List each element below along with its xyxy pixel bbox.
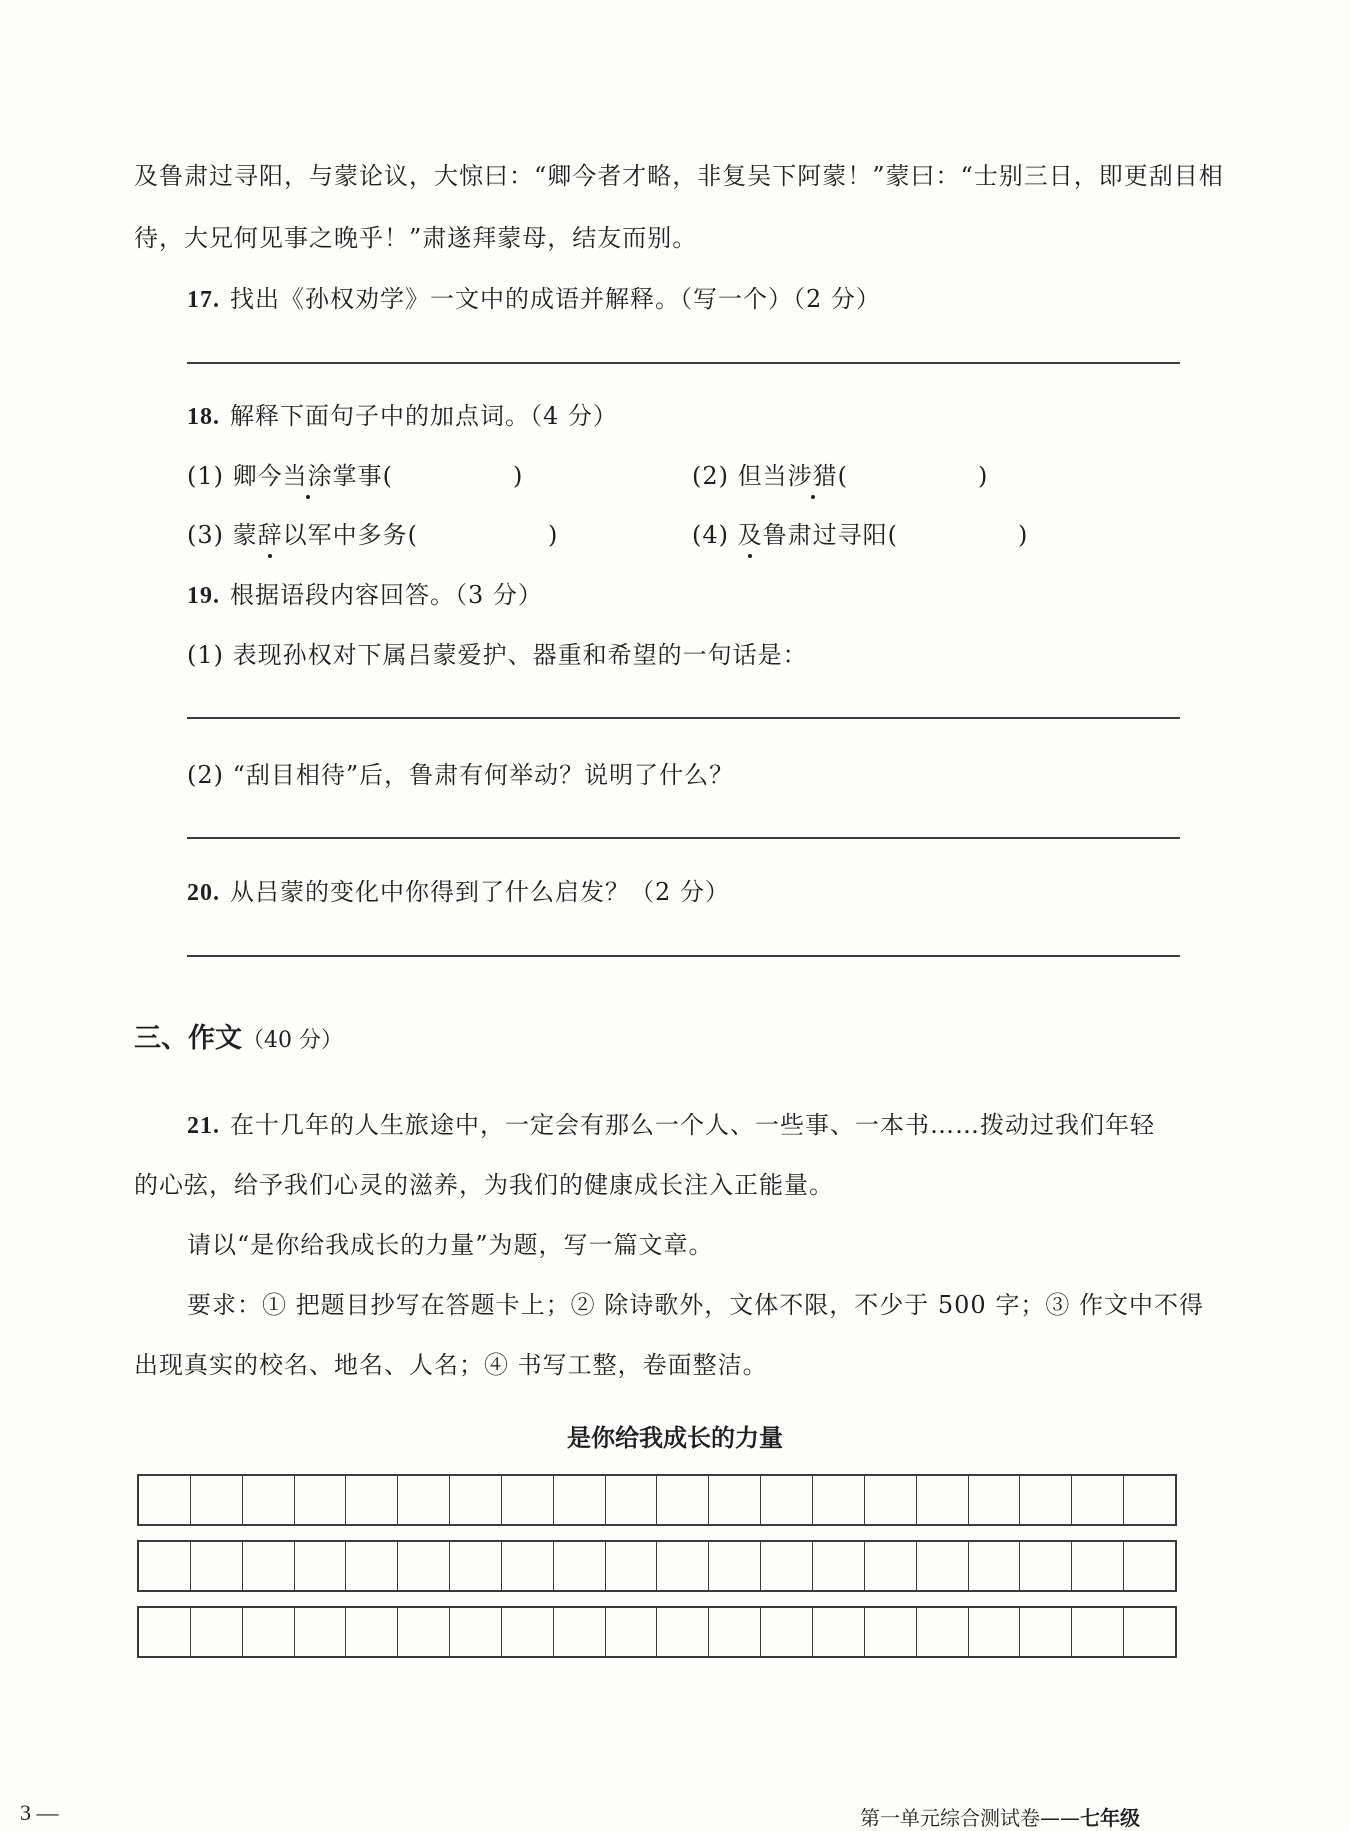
grid-cell[interactable] xyxy=(191,1476,243,1524)
grid-cell[interactable] xyxy=(709,1542,761,1590)
grid-cell[interactable] xyxy=(917,1476,969,1524)
grid-cell[interactable] xyxy=(969,1608,1021,1656)
item-label: (2) xyxy=(692,462,729,490)
grid-cell[interactable] xyxy=(657,1542,709,1590)
grid-cell[interactable] xyxy=(191,1542,243,1590)
item-text: 蒙 xyxy=(232,521,258,549)
grid-cell[interactable] xyxy=(243,1476,295,1524)
grid-cell[interactable] xyxy=(865,1608,917,1656)
item-text: ( xyxy=(837,462,849,490)
grid-cell[interactable] xyxy=(709,1608,761,1656)
question-18 xyxy=(187,396,618,431)
grid-cell[interactable] xyxy=(657,1476,709,1524)
question-text: 从吕蒙的变化中你得到了什么启发？（2 分） xyxy=(230,878,730,906)
grid-cell[interactable] xyxy=(606,1608,658,1656)
section-points: （40 分） xyxy=(242,1028,343,1053)
q19-sub-1: (1) 表现孙权对下属吕蒙爱护、器重和希望的一句话是： xyxy=(187,641,808,669)
essay-requirements: 出现真实的校名、地名、人名；④ 书写工整，卷面整洁。 xyxy=(134,1351,768,1379)
question-text: 在十几年的人生旅途中，一定会有那么一个人、一些事、一本书……拨动过我们年轻 xyxy=(230,1111,1155,1139)
grid-cell[interactable] xyxy=(761,1542,813,1590)
grid-cell[interactable] xyxy=(761,1476,813,1524)
writing-grid-row[interactable] xyxy=(137,1606,1177,1658)
question-number: 19. xyxy=(187,583,220,609)
question-19 xyxy=(187,575,543,610)
grid-cell[interactable] xyxy=(554,1476,606,1524)
section-title: 三、作文 xyxy=(134,1023,242,1054)
essay-requirements: 要求：① 把题目抄写在答题卡上；② 除诗歌外，文体不限，不少于 500 字；③ 作文中不得 xyxy=(187,1291,1204,1319)
grid-cell[interactable] xyxy=(346,1608,398,1656)
passage-line: 待，大兄何见事之晚乎！”肃遂拜蒙母，结友而别。 xyxy=(134,224,698,252)
essay-title: 是你给我成长的力量 xyxy=(567,1424,783,1452)
grid-cell[interactable] xyxy=(346,1542,398,1590)
question-text: 根据语段内容回答。（3 分） xyxy=(230,581,543,609)
question-text: 的心弦，给予我们心灵的滋养，为我们的健康成长注入正能量。 xyxy=(134,1171,834,1199)
grid-cell[interactable] xyxy=(450,1476,502,1524)
question-17 xyxy=(187,279,881,314)
item-close: ) xyxy=(978,462,989,490)
dotted-word: 当涂 xyxy=(283,456,333,491)
grid-cell[interactable] xyxy=(502,1608,554,1656)
grid-cell[interactable] xyxy=(450,1542,502,1590)
grid-cell[interactable] xyxy=(917,1542,969,1590)
dotted-word: 及 xyxy=(738,515,763,550)
question-21 xyxy=(187,1105,1155,1140)
question-text: 找出《孙权劝学》一文中的成语并解释。（写一个）（2 分） xyxy=(230,285,881,313)
answer-line[interactable] xyxy=(187,717,1180,719)
grid-cell[interactable] xyxy=(398,1542,450,1590)
answer-line[interactable] xyxy=(187,837,1180,839)
question-number: 18. xyxy=(187,404,220,430)
grid-cell[interactable] xyxy=(813,1542,865,1590)
grid-cell[interactable] xyxy=(295,1608,347,1656)
grid-cell[interactable] xyxy=(502,1476,554,1524)
grid-cell[interactable] xyxy=(139,1476,191,1524)
grid-cell[interactable] xyxy=(1072,1608,1124,1656)
grid-cell[interactable] xyxy=(295,1542,347,1590)
dotted-word: 涉猎 xyxy=(788,456,838,491)
essay-prompt: 请以“是你给我成长的力量”为题，写一篇文章。 xyxy=(187,1231,714,1259)
question-20 xyxy=(187,872,730,907)
grid-cell[interactable] xyxy=(1124,1542,1175,1590)
section-heading xyxy=(134,1016,343,1055)
grid-cell[interactable] xyxy=(1124,1608,1175,1656)
footer-exam-name: 第一单元综合测试卷—— xyxy=(860,1806,1080,1830)
passage-line: 及鲁肃过寻阳，与蒙论议，大惊曰：“卿今者才略，非复吴下阿蒙！”蒙曰：“士别三日，即更刮目相 xyxy=(134,162,1224,190)
grid-cell[interactable] xyxy=(191,1608,243,1656)
grid-cell[interactable] xyxy=(709,1476,761,1524)
dotted-word: 辞 xyxy=(258,515,283,550)
grid-cell[interactable] xyxy=(398,1476,450,1524)
grid-cell[interactable] xyxy=(1072,1476,1124,1524)
grid-cell[interactable] xyxy=(606,1542,658,1590)
item-text: 卿今 xyxy=(232,462,283,490)
grid-cell[interactable] xyxy=(1020,1542,1072,1590)
grid-cell[interactable] xyxy=(554,1542,606,1590)
q18-item-2 xyxy=(692,456,988,491)
grid-cell[interactable] xyxy=(917,1608,969,1656)
item-text: 掌事( xyxy=(332,462,394,490)
grid-cell[interactable] xyxy=(243,1608,295,1656)
grid-cell[interactable] xyxy=(761,1608,813,1656)
grid-cell[interactable] xyxy=(865,1476,917,1524)
grid-cell[interactable] xyxy=(657,1608,709,1656)
grid-cell[interactable] xyxy=(450,1608,502,1656)
item-close: ) xyxy=(1018,521,1029,549)
item-close: ) xyxy=(548,521,559,549)
answer-line[interactable] xyxy=(187,955,1180,957)
question-text: 解释下面句子中的加点词。（4 分） xyxy=(230,402,618,430)
q18-item-1 xyxy=(187,456,523,491)
grid-cell[interactable] xyxy=(346,1476,398,1524)
grid-cell[interactable] xyxy=(865,1542,917,1590)
footer-grade: 七年级 xyxy=(1080,1806,1140,1830)
grid-cell[interactable] xyxy=(1020,1476,1072,1524)
answer-line[interactable] xyxy=(187,362,1180,364)
grid-cell[interactable] xyxy=(554,1608,606,1656)
grid-cell[interactable] xyxy=(1124,1476,1175,1524)
grid-cell[interactable] xyxy=(398,1608,450,1656)
grid-cell[interactable] xyxy=(243,1542,295,1590)
item-text: 以军中多务( xyxy=(282,521,419,549)
grid-cell[interactable] xyxy=(606,1476,658,1524)
item-text: 鲁肃过寻阳( xyxy=(762,521,899,549)
q19-sub-2: (2) “刮目相待”后，鲁肃有何举动？说明了什么？ xyxy=(187,761,735,789)
item-text: 但当 xyxy=(737,462,788,490)
grid-cell[interactable] xyxy=(1072,1542,1124,1590)
item-label: (3) xyxy=(187,521,224,549)
question-number: 20. xyxy=(187,880,220,906)
q18-item-4 xyxy=(692,515,1028,550)
item-close: ) xyxy=(513,462,524,490)
writing-grid-row[interactable] xyxy=(137,1540,1177,1592)
grid-cell[interactable] xyxy=(139,1608,191,1656)
grid-cell[interactable] xyxy=(502,1542,554,1590)
grid-cell[interactable] xyxy=(295,1476,347,1524)
grid-cell[interactable] xyxy=(139,1542,191,1590)
grid-cell[interactable] xyxy=(813,1476,865,1524)
grid-cell[interactable] xyxy=(969,1542,1021,1590)
footer-title xyxy=(860,1802,1140,1831)
grid-cell[interactable] xyxy=(969,1476,1021,1524)
item-label: (4) xyxy=(692,521,729,549)
question-number: 17. xyxy=(187,287,220,313)
page-number: 3 — xyxy=(20,1800,59,1825)
question-number: 21. xyxy=(187,1113,220,1139)
grid-cell[interactable] xyxy=(813,1608,865,1656)
grid-cell[interactable] xyxy=(1020,1608,1072,1656)
writing-grid-row[interactable] xyxy=(137,1474,1177,1526)
item-label: (1) xyxy=(187,462,224,490)
q18-item-3 xyxy=(187,515,558,550)
